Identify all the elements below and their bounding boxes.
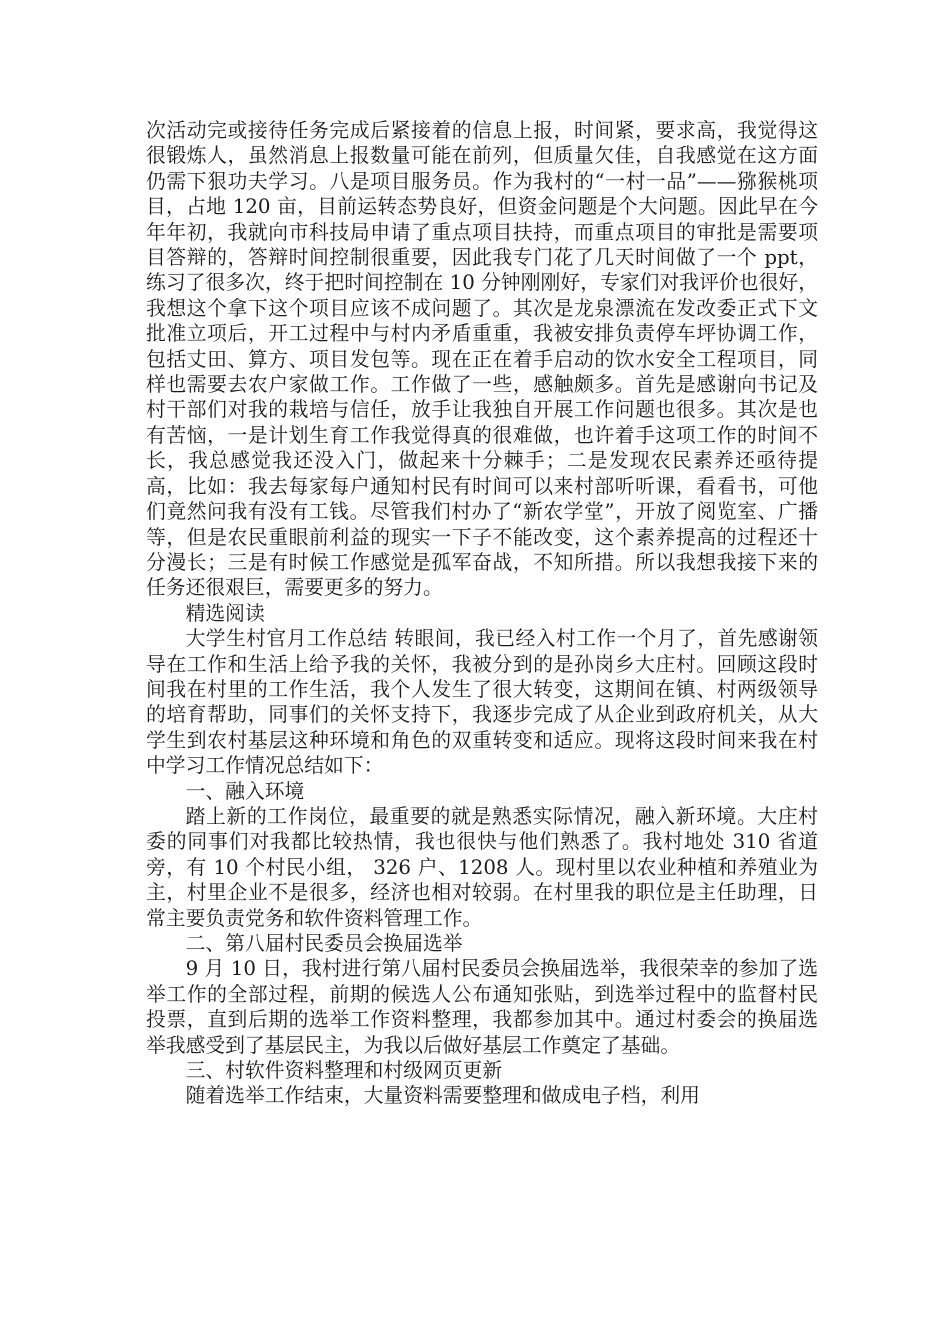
paragraph-continuation: 次活动完或接待任务完成后紧接着的信息上报，时间紧，要求高，我觉得这很锻炼人，虽然消息上报数量可能在前列，但质量欠佳，自我感觉在这方面仍需下狠功夫学习。八是项目服务员。作为我村的“一村一品”——猕猴桃项目，占地 120 亩，目前运转态势良好，但资金问题是个大问题。因此早在今年年初，我就向市科技局申请了重点项目扶持，而重点项目的审批是需要项目答辩的，答辩时间控制很重要，因此我专门花了几天时间做了一个 ppt，练习了很多次，终于把时间控制在 10 分钟刚刚好，专家们对我评价也很好，我想这个拿下这个项目应该不成问题了。其次是龙泉漂流在发改委正式下文批准立项后，开工过程中与村内矛盾重重，我被安排负责停车坪协调工作，包括丈田、算方、项目发包等。现在正在着手启动的饮水安全工程项目，同样也需要去农户家做工作。工作做了一些，感触颇多。首先是感谢向书记及村干部们对我的栽培与信任，放手让我独自开展工作问题也很多。其次是也有苦恼，一是计划生育工作我觉得真的很难做，也许着手这项工作的时间不长，我总感觉我还没入门，做起来十分棘手；二是发现农民素养还亟待提高，比如：我去每家每户通知村民有时间可以来村部听听课，看看书，可他们竟然问我有没有工钱。尽管我们村办了“新农学堂”，开放了阅览室、广播等，但是农民重眼前利益的现实一下子不能改变，这个素养提高的过程还十分漫长；三是有时候工作感觉是孤军奋战，不知所措。所以我想我接下来的任务还很艰巨，需要更多的努力。 — [146, 119, 818, 600]
section-heading-3: 三、村软件资料整理和村级网页更新 — [185, 1059, 503, 1083]
section-heading-2: 二、第八届村民委员会换届选举 — [185, 932, 463, 955]
paragraph-intro: 大学生村官月工作总结 转眼间，我已经入村工作一个月了，首先感谢领导在工作和生活上给予我的关怀，我被分到的是孙岗乡大庄村。回顾这段时间我在村里的工作生活，我个人发生了很大转变，这期间在镇、村两级领导的培育帮助，同事们的关怀支持下，我逐步完成了从企业到政府机关，从大学生到农村基层这种环境和角色的双重转变和适应。现将这段时间来我在村中学习工作情况总结如下： — [146, 627, 818, 778]
section-heading-1: 一、融入环境 — [185, 779, 305, 803]
section-heading-featured-reading: 精选阅读 — [185, 601, 265, 625]
paragraph-section-2: 9 月 10 日，我村进行第八届村民委员会换届选举，我很荣幸的参加了选举工作的全部过程，前期的候选人公布通知张贴，到选举过程中的监督村民投票，直到后期的选举工作资料整理，我都参加其中。通过村委会的换届选举我感受到了基层民主，为我以后做好基层工作奠定了基础。 — [146, 957, 818, 1057]
paragraph-section-3: 随着选举工作结束，大量资料需要整理和做成电子档，利用 — [185, 1084, 700, 1108]
document-body — [146, 118, 818, 1109]
paragraph-section-1: 踏上新的工作岗位，最重要的就是熟悉实际情况，融入新环境。大庄村委的同事们对我都比较热情，我也很快与他们熟悉了。我村地处 310 省道旁，有 10 个村民小组， 326 户、1208 人。现村里以农业种植和养殖业为主，村里企业不是很多，经济也相对较弱。在村里我的职位是主任助理，日常主要负责党务和软件资料管理工作。 — [146, 804, 818, 930]
